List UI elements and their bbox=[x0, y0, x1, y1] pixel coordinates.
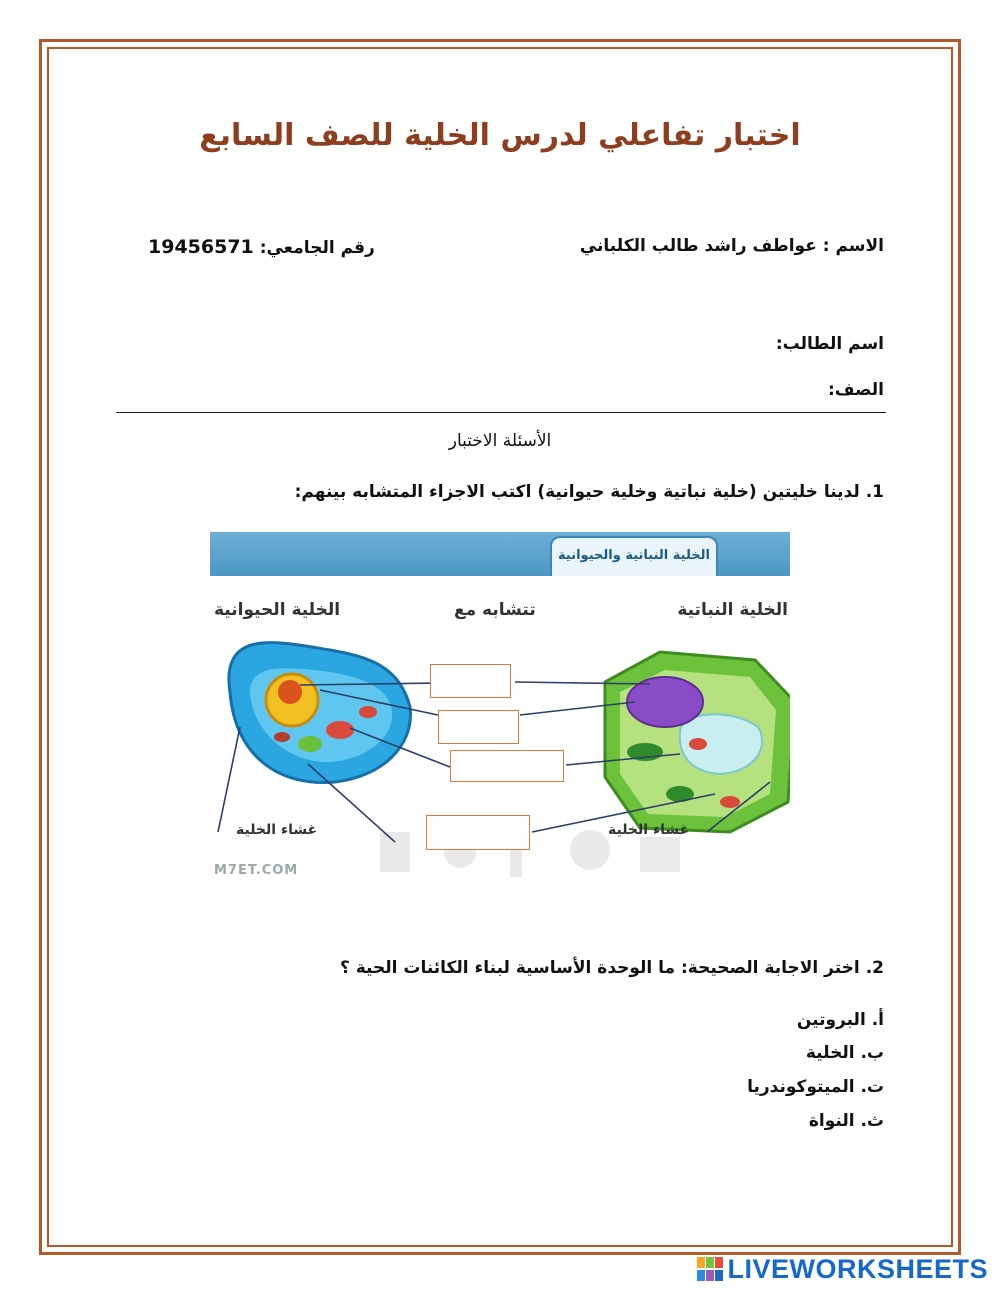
question-2-text: اختر الاجابة الصحيحة: ما الوحدة الأساسية لبناء الكائنات الحية ؟ bbox=[339, 958, 860, 978]
option-text: الخلية bbox=[805, 1043, 855, 1063]
plant-cell-label: الخلية النباتية bbox=[677, 600, 788, 620]
option-text: الميتوكوندريا bbox=[747, 1077, 855, 1097]
option-letter: أ. bbox=[871, 1010, 884, 1030]
question-2 bbox=[340, 958, 884, 978]
answer-box-2[interactable] bbox=[438, 710, 519, 744]
image-watermark: M7ET.COM bbox=[214, 863, 299, 878]
question-1-number: 1. bbox=[865, 482, 884, 502]
option-letter: ب. bbox=[860, 1043, 884, 1063]
answer-box-3[interactable] bbox=[450, 750, 564, 782]
answer-box-1[interactable] bbox=[430, 664, 511, 698]
option-letter: ث. bbox=[860, 1111, 884, 1131]
question-2-number: 2. bbox=[865, 958, 884, 978]
option-a[interactable] bbox=[797, 1010, 884, 1030]
option-text: البروتين bbox=[796, 1010, 866, 1030]
author-name: الاسم : عواطف راشد طالب الكلباني bbox=[579, 236, 884, 256]
divider-line bbox=[116, 412, 886, 413]
student-name-label: اسم الطالب: bbox=[775, 334, 884, 354]
option-b[interactable] bbox=[806, 1043, 884, 1063]
liveworksheets-logo[interactable] bbox=[697, 1254, 988, 1285]
author-id-label: رقم الجامعي: bbox=[259, 238, 375, 258]
animal-cell-label: الخلية الحيوانية bbox=[214, 600, 341, 620]
option-letter: ت. bbox=[860, 1077, 884, 1097]
section-heading: الأسئلة الاختبار bbox=[448, 431, 552, 451]
author-id bbox=[148, 236, 375, 258]
answer-box-4[interactable] bbox=[426, 815, 530, 850]
liveworksheets-badge-icon bbox=[697, 1257, 723, 1281]
animal-cell-icon bbox=[229, 643, 411, 783]
diagram-banner-title: الخلية النباتية والحيوانية bbox=[550, 536, 718, 576]
option-c[interactable] bbox=[747, 1077, 884, 1097]
cell-diagram bbox=[210, 532, 790, 884]
similar-label: تتشابه مع bbox=[454, 600, 536, 620]
student-class-label: الصف: bbox=[827, 380, 884, 400]
option-text: النواة bbox=[808, 1111, 855, 1131]
plant-cell-icon bbox=[605, 652, 790, 832]
question-1-text: لدينا خليتين (خلية نباتية وخلية حيوانية) اكتب الاجزاء المتشابه بينهم: bbox=[294, 482, 860, 502]
animal-membrane-label: غشاء الخلية bbox=[236, 822, 318, 838]
plant-membrane-label: غشاء الخلية bbox=[608, 822, 690, 838]
author-id-value: 19456571 bbox=[148, 236, 254, 258]
liveworksheets-brand: LIVEWORKSHEETS bbox=[727, 1254, 988, 1284]
worksheet-title: اختبار تفاعلي لدرس الخلية للصف السابع bbox=[199, 118, 801, 153]
question-1 bbox=[295, 482, 884, 502]
option-d[interactable] bbox=[809, 1111, 884, 1131]
